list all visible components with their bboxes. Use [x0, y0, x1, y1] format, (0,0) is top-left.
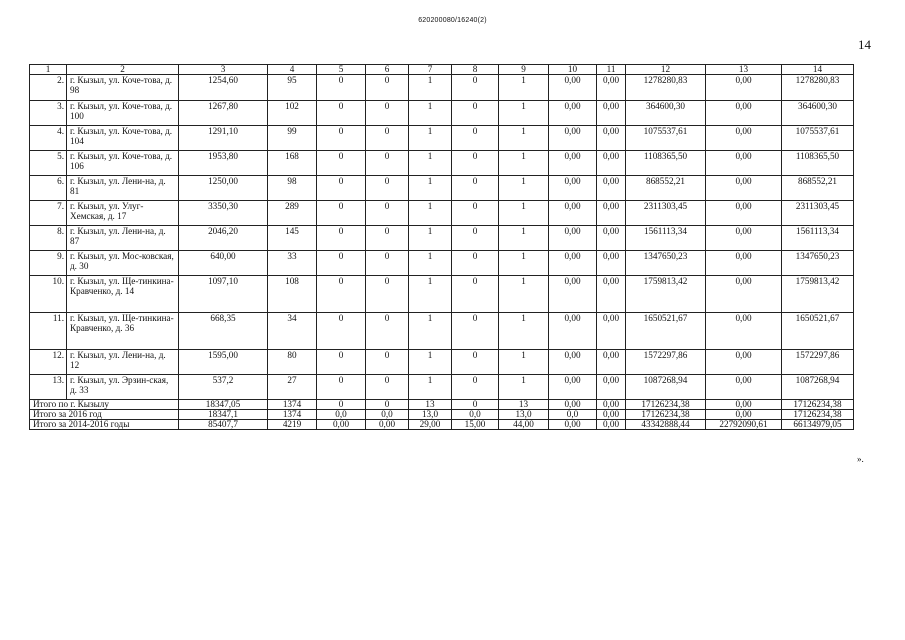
- total-value: 0,00: [549, 420, 597, 430]
- column-number-4: 4: [268, 65, 317, 75]
- total-value: 15,00: [452, 420, 499, 430]
- cell: 1278280,83: [782, 75, 854, 101]
- cell: 1: [499, 176, 549, 201]
- row-number: 11.: [30, 313, 67, 350]
- address: г. Кызыл, ул. Улуг-Хемская, д. 17: [67, 201, 179, 226]
- cell: 1278280,83: [626, 75, 706, 101]
- total-value: 0: [317, 400, 366, 410]
- cell: 0: [452, 151, 499, 176]
- cell: 1: [499, 350, 549, 375]
- cell: 1: [409, 176, 452, 201]
- page-number: 14: [858, 37, 871, 52]
- total-value: 43342888,44: [626, 420, 706, 430]
- cell: 0: [366, 226, 409, 251]
- total-value: 0,0: [317, 410, 366, 420]
- cell: 0,00: [549, 350, 597, 375]
- cell: 1: [499, 375, 549, 400]
- address: г. Кызыл, ул. Эрзин-ская, д. 33: [67, 375, 179, 400]
- total-value: 17126234,38: [782, 410, 854, 420]
- cell: 1759813,42: [782, 276, 854, 313]
- cell: 0: [366, 350, 409, 375]
- total-label: Итого по г. Кызылу: [30, 400, 179, 410]
- cell: 0: [452, 101, 499, 126]
- cell: 0: [366, 375, 409, 400]
- cell: 0: [452, 350, 499, 375]
- cell: 0,00: [706, 276, 782, 313]
- cell: 1: [409, 276, 452, 313]
- cell: 0,00: [549, 276, 597, 313]
- cell: 1650521,67: [782, 313, 854, 350]
- cell: 0,00: [597, 226, 626, 251]
- column-number-5: 5: [317, 65, 366, 75]
- total-value: 0,00: [549, 400, 597, 410]
- total-value: 66134979,05: [782, 420, 854, 430]
- cell: 0,00: [549, 151, 597, 176]
- cell: 537,2: [179, 375, 268, 400]
- cell: 1: [409, 226, 452, 251]
- cell: 0,00: [597, 201, 626, 226]
- table-row: [30, 126, 854, 151]
- cell: 0,00: [706, 126, 782, 151]
- cell: 1595,00: [179, 350, 268, 375]
- cell: 1: [409, 75, 452, 101]
- total-value: 29,00: [409, 420, 452, 430]
- cell: 0: [452, 75, 499, 101]
- cell: 668,35: [179, 313, 268, 350]
- row-number: 2.: [30, 75, 67, 101]
- cell: 0: [366, 313, 409, 350]
- cell: 3350,30: [179, 201, 268, 226]
- cell: 868552,21: [626, 176, 706, 201]
- row-number: 7.: [30, 201, 67, 226]
- column-number-14: 14: [782, 65, 854, 75]
- cell: 0: [317, 313, 366, 350]
- column-number-8: 8: [452, 65, 499, 75]
- table-row: [30, 375, 854, 400]
- cell: 0,00: [549, 101, 597, 126]
- cell: 1267,80: [179, 101, 268, 126]
- cell: 0,00: [706, 350, 782, 375]
- address: г. Кызыл, ул. Ще-тинкина-Кравченко, д. 36: [67, 313, 179, 350]
- cell: 0,00: [549, 226, 597, 251]
- address: г. Кызыл, ул. Ще-тинкина-Кравченко, д. 14: [67, 276, 179, 313]
- cell: 27: [268, 375, 317, 400]
- total-value: 4219: [268, 420, 317, 430]
- address: г. Кызыл, ул. Коче-това, д. 98: [67, 75, 179, 101]
- row-number: 8.: [30, 226, 67, 251]
- cell: 1087268,94: [626, 375, 706, 400]
- cell: 33: [268, 251, 317, 276]
- cell: 0,00: [549, 126, 597, 151]
- row-number: 9.: [30, 251, 67, 276]
- total-value: 18347,1: [179, 410, 268, 420]
- cell: 1075537,61: [626, 126, 706, 151]
- cell: 1: [409, 350, 452, 375]
- address: г. Кызыл, ул. Коче-това, д. 100: [67, 101, 179, 126]
- cell: 1075537,61: [782, 126, 854, 151]
- cell: 1: [499, 75, 549, 101]
- table-row: [30, 226, 854, 251]
- cell: 2046,20: [179, 226, 268, 251]
- cell: 99: [268, 126, 317, 151]
- cell: 0: [366, 276, 409, 313]
- address: г. Кызыл, ул. Лени-на, д. 87: [67, 226, 179, 251]
- total-value: 0,00: [317, 420, 366, 430]
- total-value: 0,0: [452, 410, 499, 420]
- total-label: Итого за 2014-2016 годы: [30, 420, 179, 430]
- cell: 0,00: [706, 75, 782, 101]
- table-row: [30, 151, 854, 176]
- cell: 0,00: [597, 251, 626, 276]
- cell: 0: [452, 375, 499, 400]
- table-row: [30, 350, 854, 375]
- cell: 1087268,94: [782, 375, 854, 400]
- cell: 0: [452, 201, 499, 226]
- total-value: 0,00: [597, 420, 626, 430]
- column-number-13: 13: [706, 65, 782, 75]
- cell: 102: [268, 101, 317, 126]
- cell: 0: [366, 126, 409, 151]
- cell: 1: [499, 151, 549, 176]
- total-value: 0: [452, 400, 499, 410]
- cell: 0: [317, 176, 366, 201]
- cell: 1: [499, 201, 549, 226]
- cell: 0,00: [549, 251, 597, 276]
- cell: 0: [452, 226, 499, 251]
- total-value: 0,00: [706, 410, 782, 420]
- cell: 1: [409, 201, 452, 226]
- total-value: 1374: [268, 400, 317, 410]
- cell: 0,00: [549, 201, 597, 226]
- total-value: 22792090,61: [706, 420, 782, 430]
- cell: 0: [452, 313, 499, 350]
- cell: 1572297,86: [626, 350, 706, 375]
- cell: 145: [268, 226, 317, 251]
- cell: 1: [499, 276, 549, 313]
- total-value: 18347,05: [179, 400, 268, 410]
- column-number-3: 3: [179, 65, 268, 75]
- total-value: 13: [499, 400, 549, 410]
- cell: 364600,30: [626, 101, 706, 126]
- total-row: [30, 410, 854, 420]
- table-row: [30, 75, 854, 101]
- cell: 0,00: [549, 75, 597, 101]
- table-row: [30, 313, 854, 350]
- cell: 1: [409, 101, 452, 126]
- cell: 0: [366, 251, 409, 276]
- total-value: 1374: [268, 410, 317, 420]
- cell: 168: [268, 151, 317, 176]
- total-value: 0: [366, 400, 409, 410]
- address: г. Кызыл, ул. Коче-това, д. 106: [67, 151, 179, 176]
- column-number-2: 2: [67, 65, 179, 75]
- cell: 34: [268, 313, 317, 350]
- total-value: 0,00: [597, 400, 626, 410]
- cell: 0,00: [597, 151, 626, 176]
- total-value: 0,0: [366, 410, 409, 420]
- cell: 0: [317, 226, 366, 251]
- cell: 80: [268, 350, 317, 375]
- cell: 0,00: [706, 101, 782, 126]
- cell: 1: [499, 251, 549, 276]
- cell: 95: [268, 75, 317, 101]
- cell: 0: [366, 176, 409, 201]
- column-number-9: 9: [499, 65, 549, 75]
- cell: 0: [317, 350, 366, 375]
- column-number-12: 12: [626, 65, 706, 75]
- cell: 1254,60: [179, 75, 268, 101]
- cell: 0,00: [597, 75, 626, 101]
- cell: 0: [452, 251, 499, 276]
- cell: 1: [499, 101, 549, 126]
- cell: 640,00: [179, 251, 268, 276]
- table-row: [30, 276, 854, 313]
- cell: 1291,10: [179, 126, 268, 151]
- cell: 1561113,34: [782, 226, 854, 251]
- total-value: 13: [409, 400, 452, 410]
- header-row: [30, 65, 854, 75]
- total-value: 85407,7: [179, 420, 268, 430]
- cell: 868552,21: [782, 176, 854, 201]
- cell: 0,00: [597, 313, 626, 350]
- cell: 0,00: [706, 226, 782, 251]
- column-number-10: 10: [549, 65, 597, 75]
- cell: 0: [317, 375, 366, 400]
- cell: 1: [409, 313, 452, 350]
- cell: 108: [268, 276, 317, 313]
- total-value: 44,00: [499, 420, 549, 430]
- cell: 1250,00: [179, 176, 268, 201]
- row-number: 6.: [30, 176, 67, 201]
- total-value: 13,0: [499, 410, 549, 420]
- cell: 1097,10: [179, 276, 268, 313]
- cell: 1759813,42: [626, 276, 706, 313]
- table-row: [30, 176, 854, 201]
- cell: 0: [452, 276, 499, 313]
- cell: 2311303,45: [626, 201, 706, 226]
- cell: 0: [317, 151, 366, 176]
- cell: 1108365,50: [626, 151, 706, 176]
- cell: 0,00: [549, 313, 597, 350]
- address: г. Кызыл, ул. Коче-това, д. 104: [67, 126, 179, 151]
- cell: 0,00: [706, 375, 782, 400]
- cell: 364600,30: [782, 101, 854, 126]
- cell: 0,00: [706, 313, 782, 350]
- cell: 0,00: [549, 375, 597, 400]
- cell: 1347650,23: [626, 251, 706, 276]
- cell: 1561113,34: [626, 226, 706, 251]
- row-number: 10.: [30, 276, 67, 313]
- cell: 1572297,86: [782, 350, 854, 375]
- row-number: 13.: [30, 375, 67, 400]
- total-value: 17126234,38: [626, 400, 706, 410]
- column-number-6: 6: [366, 65, 409, 75]
- cell: 0: [317, 201, 366, 226]
- column-number-7: 7: [409, 65, 452, 75]
- cell: 0,00: [706, 251, 782, 276]
- cell: 2311303,45: [782, 201, 854, 226]
- cell: 0,00: [706, 201, 782, 226]
- cell: 289: [268, 201, 317, 226]
- cell: 0: [366, 75, 409, 101]
- cell: 1: [499, 313, 549, 350]
- column-number-11: 11: [597, 65, 626, 75]
- cell: 0,00: [597, 101, 626, 126]
- row-number: 5.: [30, 151, 67, 176]
- cell: 98: [268, 176, 317, 201]
- cell: 0: [317, 276, 366, 313]
- address: г. Кызыл, ул. Лени-на, д. 12: [67, 350, 179, 375]
- total-value: 0,0: [549, 410, 597, 420]
- total-value: 17126234,38: [626, 410, 706, 420]
- cell: 1: [499, 226, 549, 251]
- cell: 1108365,50: [782, 151, 854, 176]
- document-code: 620200080/16240(2): [418, 17, 487, 24]
- cell: 0,00: [597, 375, 626, 400]
- total-label: Итого за 2016 год: [30, 410, 179, 420]
- cell: 0: [366, 201, 409, 226]
- cell: 0,00: [706, 176, 782, 201]
- cell: 1: [409, 375, 452, 400]
- cell: 0,00: [597, 126, 626, 151]
- cell: 1347650,23: [782, 251, 854, 276]
- table-row: [30, 201, 854, 226]
- total-value: 17126234,38: [782, 400, 854, 410]
- register-table: [29, 64, 854, 430]
- address: г. Кызыл, ул. Мос-ковская, д. 30: [67, 251, 179, 276]
- total-value: 0,00: [366, 420, 409, 430]
- cell: 1: [409, 151, 452, 176]
- cell: 1650521,67: [626, 313, 706, 350]
- total-value: 0,00: [597, 410, 626, 420]
- table-row: [30, 101, 854, 126]
- row-number: 3.: [30, 101, 67, 126]
- total-row: [30, 400, 854, 410]
- cell: 0,00: [597, 276, 626, 313]
- total-value: 0,00: [706, 400, 782, 410]
- cell: 1: [409, 251, 452, 276]
- cell: 0: [452, 176, 499, 201]
- cell: 0: [317, 126, 366, 151]
- address: г. Кызыл, ул. Лени-на, д. 81: [67, 176, 179, 201]
- row-number: 12.: [30, 350, 67, 375]
- cell: 0,00: [597, 350, 626, 375]
- cell: 0: [317, 251, 366, 276]
- row-number: 4.: [30, 126, 67, 151]
- total-value: 13,0: [409, 410, 452, 420]
- cell: 0: [317, 75, 366, 101]
- cell: 1: [409, 126, 452, 151]
- cell: 0: [452, 126, 499, 151]
- cell: 0,00: [597, 176, 626, 201]
- closing-quote-mark: ».: [857, 454, 864, 464]
- column-number-1: 1: [30, 65, 67, 75]
- cell: 0,00: [706, 151, 782, 176]
- table-row: [30, 251, 854, 276]
- cell: 1953,80: [179, 151, 268, 176]
- cell: 0,00: [549, 176, 597, 201]
- total-row: [30, 420, 854, 430]
- cell: 0: [366, 151, 409, 176]
- cell: 1: [499, 126, 549, 151]
- cell: 0: [317, 101, 366, 126]
- cell: 0: [366, 101, 409, 126]
